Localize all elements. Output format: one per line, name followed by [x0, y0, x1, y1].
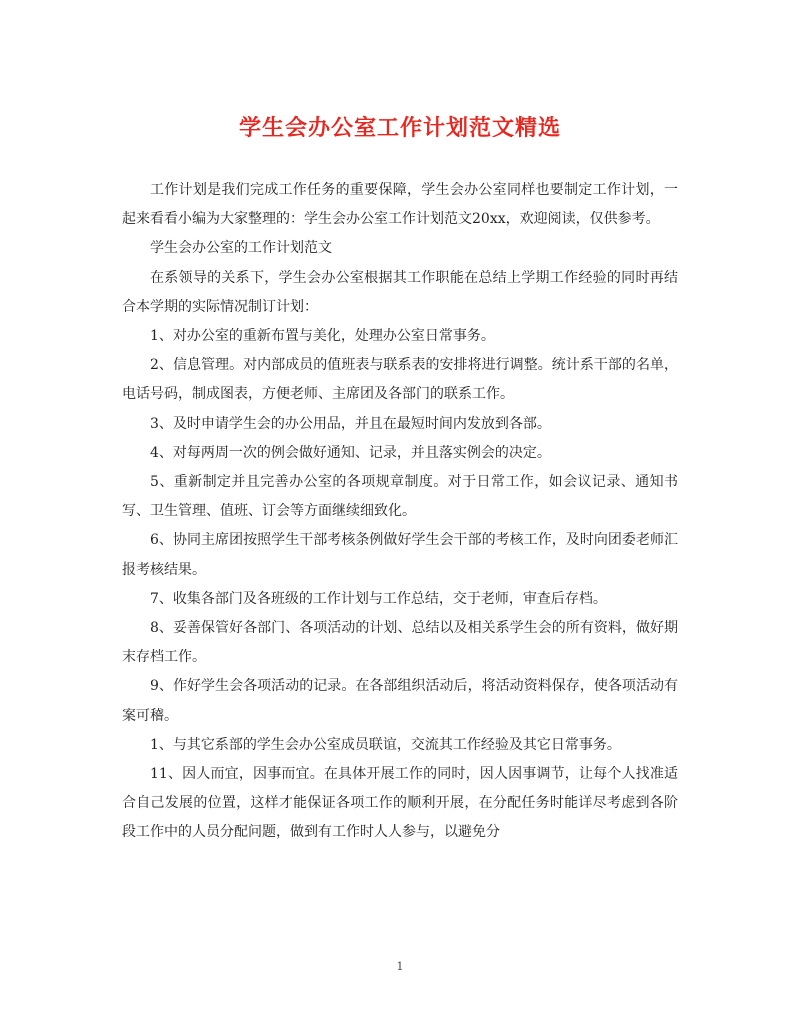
list-item: 1、与其它系部的学生会办公室成员联谊，交流其工作经验及其它日常事务。: [150, 736, 621, 753]
list-item: 4、对每两周一次的例会做好通知、记录，并且落实例会的决定。: [150, 444, 551, 461]
paragraph-subheading: 学生会办公室的工作计划范文: [150, 240, 332, 257]
page-number: 1: [396, 960, 404, 973]
document-body: [122, 176, 678, 848]
list-item: 8、妥善保管好各部门、各项活动的计划、总结以及相关系学生会的所有资料，做好期末存档工作。: [122, 620, 678, 666]
document-title: 学生会办公室工作计划范文精选: [238, 115, 561, 141]
list-item: 5、重新制定并且完善办公室的各项规章制度。对于日常工作，如会议记录、通知书写、卫生管理、值班、订会等方面继续细致化。: [122, 474, 678, 520]
paragraph-preface: 在系领导的关系下，学生会办公室根据其工作职能在总结上学期工作经验的同时再结合本学期的实际情况制订计划：: [122, 269, 678, 315]
list-item: 1、对办公室的重新布置与美化，处理办公室日常事务。: [150, 328, 495, 345]
list-item: 2、信息管理。对内部成员的值班表与联系表的安排将进行调整。统计系干部的名单，电话号码，制成图表，方便老师、主席团及各部门的联系工作。: [122, 357, 678, 403]
paragraph-intro: 工作计划是我们完成工作任务的重要保障，学生会办公室同样也要制定工作计划，一起来看看小编为大家整理的：学生会办公室工作计划范文20xx，欢迎阅读，仅供参考。: [122, 182, 678, 228]
list-item: 9、作好学生会各项活动的记录。在各部组织活动后，将活动资料保存，使各项活动有案可稽。: [122, 678, 678, 724]
list-item: 11、因人而宜，因事而宜。在具体开展工作的同时，因人因事调节，让每个人找准适合自己发展的位置，这样才能保证各项工作的顺利开展，在分配任务时能详尽考虑到各阶段工作中的人员分配问题，做到有工作时人人参与，以避免分: [122, 766, 678, 841]
list-item: 6、协同主席团按照学生干部考核条例做好学生会干部的考核工作，及时向团委老师汇报考核结果。: [122, 532, 678, 578]
list-item: 7、收集各部门及各班级的工作计划与工作总结，交于老师，审查后存档。: [150, 590, 607, 607]
list-item: 3、及时申请学生会的办公用品，并且在最短时间内发放到各部。: [150, 415, 551, 432]
